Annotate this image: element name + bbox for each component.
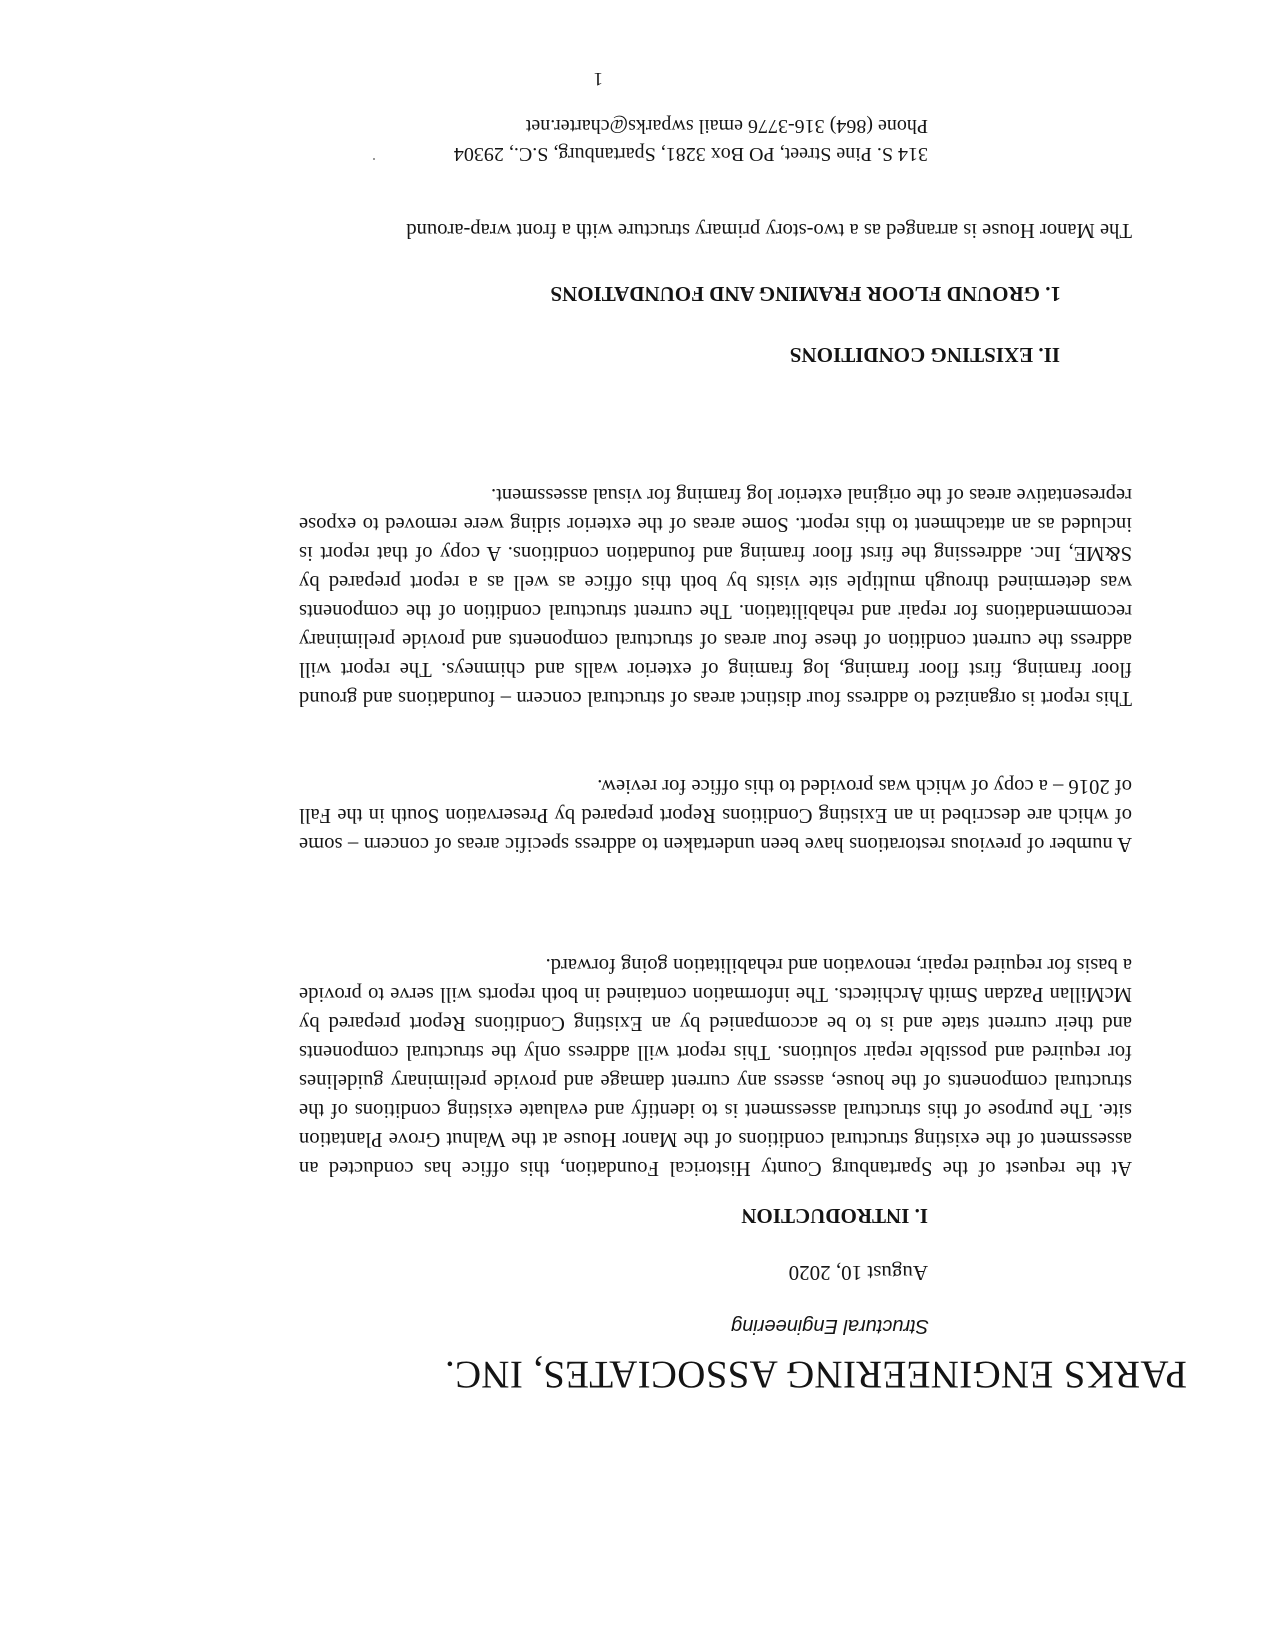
footer-address: 314 S. Pine Street, PO Box 3281, Spartanburg, S.C., 29304: [453, 143, 928, 165]
ground-floor-paragraph: The Manor House is arranged as a two-story primary structure with a front wrap-around: [406, 219, 1132, 241]
footer-contact: Phone (864) 316-3776 email swparks@charter.net: [525, 115, 928, 137]
section-heading-introduction: I. INTRODUCTION: [741, 1204, 928, 1228]
intro-paragraph-2: A number of previous restorations have been undertaken to address specific areas of concern – some of which are described in an Existing Conditions Report prepared by Preservation South in the Fall of 2016 – a copy of which was provided to this office for review.: [299, 775, 1132, 855]
intro-paragraph-3: This report is organized to address four distinct areas of structural concern – foundations and ground floor framing, first floor framing, log framing of exterior walls and chimneys. The report will address the current condition of these four areas of structural components and provide preliminary recommendations for repair and rehabilitation. The current structural condition of the components was determined through multiple site visits by both this office as well as a report prepared by S&ME, Inc. addressing the first floor framing and foundation conditions. A copy of that report is included as an attachment to this report. Some areas of the exterior siding were removed to expose representative areas of the original exterior log framing for visual assessment.: [299, 484, 1132, 709]
section-heading-existing-conditions: II. EXISTING CONDITIONS: [789, 343, 1060, 367]
company-name: PARKS ENGINEERING ASSOCIATES, INC.: [444, 1353, 1187, 1396]
page-number: 1: [593, 68, 603, 89]
intro-paragraph-1: At the request of the Spartanburg County Historical Foundation, this office has conducted an assessment of the existing structural conditions of the Manor House at the Walnut Grove Plantation site. The purpose of this structural assessment is to identify and evaluate existing conditions of the structural components of the house, assess any current damage and provide preliminary guidelines for required and possible repair solutions. This report will address only the structural components and their current state and is to be accompanied by an Existing Conditions Report prepared by McMillan Pazdan Smith Architects. The information contained in both reports will serve to provide a basis for required repair, renovation and rehabilitation going forward.: [299, 954, 1132, 1179]
company-tagline: Structural Engineering: [731, 1315, 929, 1337]
report-date: August 10, 2020: [788, 1261, 928, 1285]
scan-speck: [373, 158, 375, 160]
subsection-heading-ground-floor: 1. GROUND FLOOR FRAMING AND FOUNDATIONS: [550, 282, 1061, 306]
